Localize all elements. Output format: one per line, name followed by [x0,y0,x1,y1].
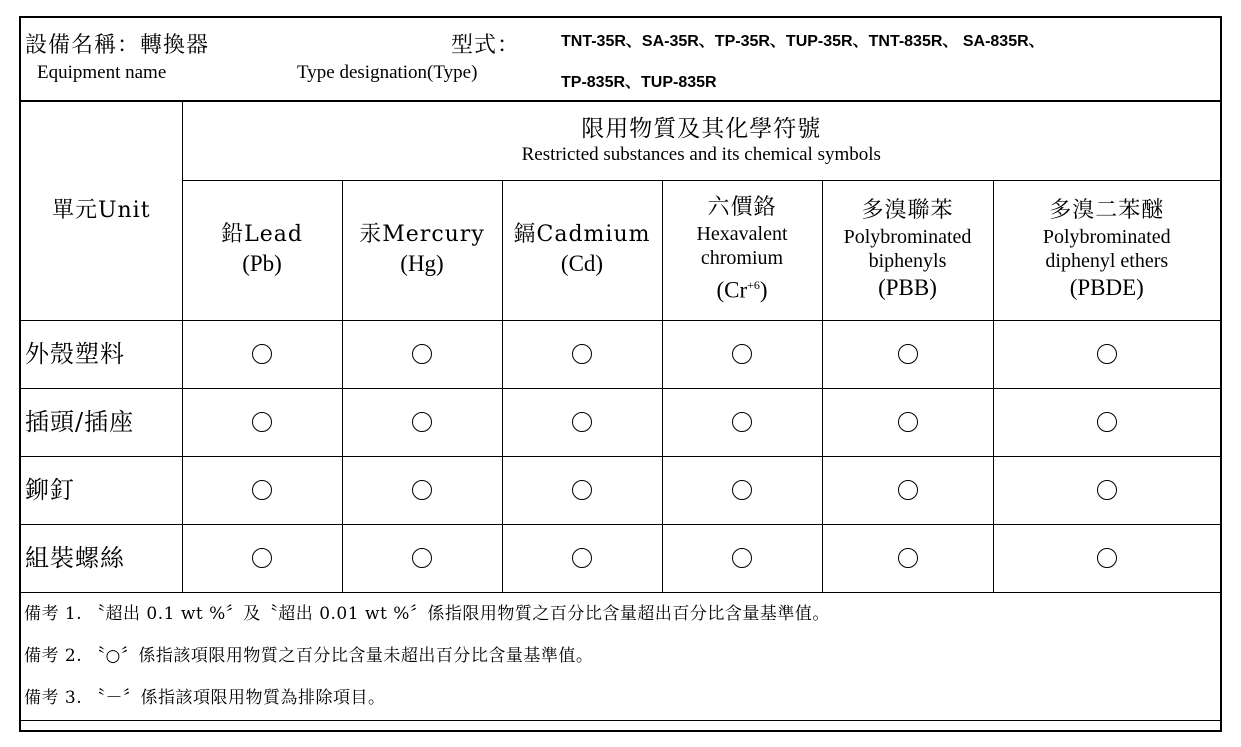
substance-lead [182,180,342,320]
unit-header-cell [21,102,182,320]
pass-mark-icon [732,344,752,364]
substance-symbol: (PBB) [878,275,937,300]
restricted-header-cell [182,102,1220,180]
pass-mark-icon [572,412,592,432]
equipment-name-zh: 設備名稱：轉換器 [25,33,210,58]
substance-symbol: (Pb) [242,251,282,276]
substance-name: 多溴二苯醚 [1049,198,1165,223]
remarks-cell [21,592,1220,720]
restricted-substances-table [21,102,1220,721]
substance-name-en: Polybrominated biphenyls [843,226,972,272]
table-row [21,456,1220,524]
substance-symbol: (Hg) [400,251,444,276]
model-list-line-1: TNT-35R、SA-35R、TP-35R、TUP-35R、TNT-835R、 SA-835R、 [561,33,1045,50]
type-label-en: Type designation(Type) [297,62,478,83]
substance-name-en: Polybrominated diphenyl ethers [1042,226,1171,272]
substance-name: 多溴聯苯 [861,198,954,223]
pass-mark-icon [572,548,592,568]
unit-cell: 外殼塑料 [21,320,182,388]
substance-symbol: $(Cr^{+6})$ [716,277,768,303]
pass-mark-icon [1097,344,1117,364]
pass-mark-icon [1097,412,1117,432]
remark-2: 備考 2. 〝○〞係指該項限用物質之百分比含量未超出百分比含量基準值。 [24,646,594,666]
substance-name: 鉛Lead [221,222,303,247]
pass-mark-icon [732,412,752,432]
table-row [21,320,1220,388]
substance-name: 鎘Cadmium [513,222,651,247]
pass-mark-icon [412,480,432,500]
pass-mark-icon [412,344,432,364]
substance-name: 六價鉻 [707,195,777,221]
substance-hexavalent-chromium [662,180,822,320]
pass-mark-icon [412,412,432,432]
table-row [21,388,1220,456]
pass-mark-icon [252,548,272,568]
restricted-title-zh: 限用物質及其化學符號 [581,115,822,142]
unit-cell: 鉚釘 [21,456,182,524]
pass-mark-icon [732,548,752,568]
substance-symbol: (PBDE) [1069,275,1144,300]
substance-symbol: (Cd) [560,251,604,276]
pass-mark-icon [412,548,432,568]
substance-name: 汞Mercury [359,222,485,247]
restricted-title-en: Restricted substances and its chemical symbols [521,143,881,165]
unit-cell: 組裝螺絲 [21,524,182,592]
header-section [21,18,1220,102]
pass-mark-icon [572,480,592,500]
pass-mark-icon [252,480,272,500]
pass-mark-icon [572,344,592,364]
substance-pbb [822,180,993,320]
pass-mark-icon [898,344,918,364]
substance-cadmium [502,180,662,320]
remark-1: 備考 1. 〝超出 0.1 wt %〞及〝超出 0.01 wt %〞係指限用物質之百分比含量超出百分比含量基準值。 [24,604,830,624]
pass-mark-icon [898,548,918,568]
pass-mark-icon [1097,548,1117,568]
pass-mark-icon [898,412,918,432]
model-list-line-2: TP-835R、TUP-835R [561,74,717,91]
rohs-declaration-sheet [19,16,1222,732]
substance-name-en: Hexavalent chromium [696,223,788,270]
pass-mark-icon [252,412,272,432]
unit-header: 單元Unit [51,197,151,223]
table-row [21,524,1220,592]
substance-mercury [342,180,502,320]
pass-mark-icon [732,480,752,500]
unit-cell: 插頭/插座 [21,388,182,456]
substance-pbde [993,180,1220,320]
pass-mark-icon [1097,480,1117,500]
pass-mark-icon [898,480,918,500]
pass-mark-icon [252,344,272,364]
type-label-zh: 型式： [451,33,521,58]
remark-3: 備考 3. 〝－〞係指該項限用物質為排除項目。 [24,688,386,708]
equipment-name-en: Equipment name [37,62,167,83]
